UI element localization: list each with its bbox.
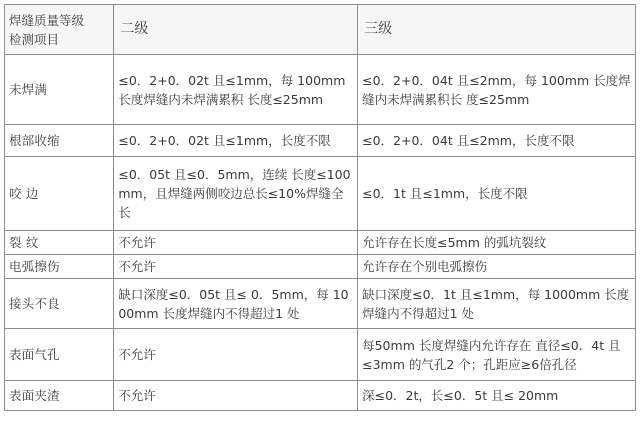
row-level3: 允许存在长度≤5mm 的弧坑裂纹 xyxy=(358,231,636,255)
row-level3: 深≤0．2t，长≤0．5t 且≤ 20mm xyxy=(358,381,636,411)
row-level3: ≤0．1t 且≤1mm，长度不限 xyxy=(358,157,636,231)
row-level2: ≤0．05t 且≤0．5mm，连续 长度≤100mm，且焊缝两侧咬边总长≤10%焊缝全长 xyxy=(114,157,358,231)
row-level2: ≤0．2+0．02t 且≤1mm，每 100mm 长度焊缝内未焊满累积 长度≤25mm xyxy=(114,55,358,125)
table-row xyxy=(5,55,636,125)
row-level2: 不允许 xyxy=(114,231,358,255)
header-level2: 二级 xyxy=(114,5,358,55)
row-item: 接头不良 xyxy=(5,279,114,329)
table-row xyxy=(5,279,636,329)
header-item-cell xyxy=(5,5,114,55)
row-item: 表面夹渣 xyxy=(5,381,114,411)
row-level2: 不允许 xyxy=(114,329,358,381)
row-level2: 不允许 xyxy=(114,255,358,279)
table-header-row xyxy=(5,5,636,55)
header-level3: 三级 xyxy=(358,5,636,55)
table-row xyxy=(5,231,636,255)
weld-quality-table-container xyxy=(4,4,636,411)
row-item: 表面气孔 xyxy=(5,329,114,381)
row-level2: ≤0．2+0．02t 且≤1mm，长度不限 xyxy=(114,125,358,157)
row-level2: 不允许 xyxy=(114,381,358,411)
row-level2: 缺口深度≤0．05t 且≤ 0．5mm，每 1000mm 长度焊缝内不得超过1 处 xyxy=(114,279,358,329)
row-level3: 允许存在个别电弧擦伤 xyxy=(358,255,636,279)
row-item: 咬 边 xyxy=(5,157,114,231)
table-row xyxy=(5,255,636,279)
header-item-label: 检测项目 xyxy=(9,31,60,47)
row-level3: 缺口深度≤0．1t 且≤1mm，每 1000mm 长度焊缝内不得超过1 处 xyxy=(358,279,636,329)
table-row xyxy=(5,381,636,411)
row-item: 未焊满 xyxy=(5,55,114,125)
row-item: 裂 纹 xyxy=(5,231,114,255)
table-row xyxy=(5,329,636,381)
row-item: 电弧擦伤 xyxy=(5,255,114,279)
header-grade-label: 焊缝质量等级 xyxy=(9,12,85,28)
row-level3: 每50mm 长度焊缝内允许存在 直径≤0．4t 且≤3mm 的气孔2 个；孔距应≥6倍孔径 xyxy=(358,329,636,381)
row-level3: ≤0．2+0．04t 且≤2mm，每 100mm 长度焊缝内未焊满累积长 度≤25mm xyxy=(358,55,636,125)
row-level3: ≤0．2+0．04t 且≤2mm，长度不限 xyxy=(358,125,636,157)
weld-quality-table xyxy=(4,4,636,411)
table-row xyxy=(5,125,636,157)
table-row xyxy=(5,157,636,231)
row-item: 根部收缩 xyxy=(5,125,114,157)
